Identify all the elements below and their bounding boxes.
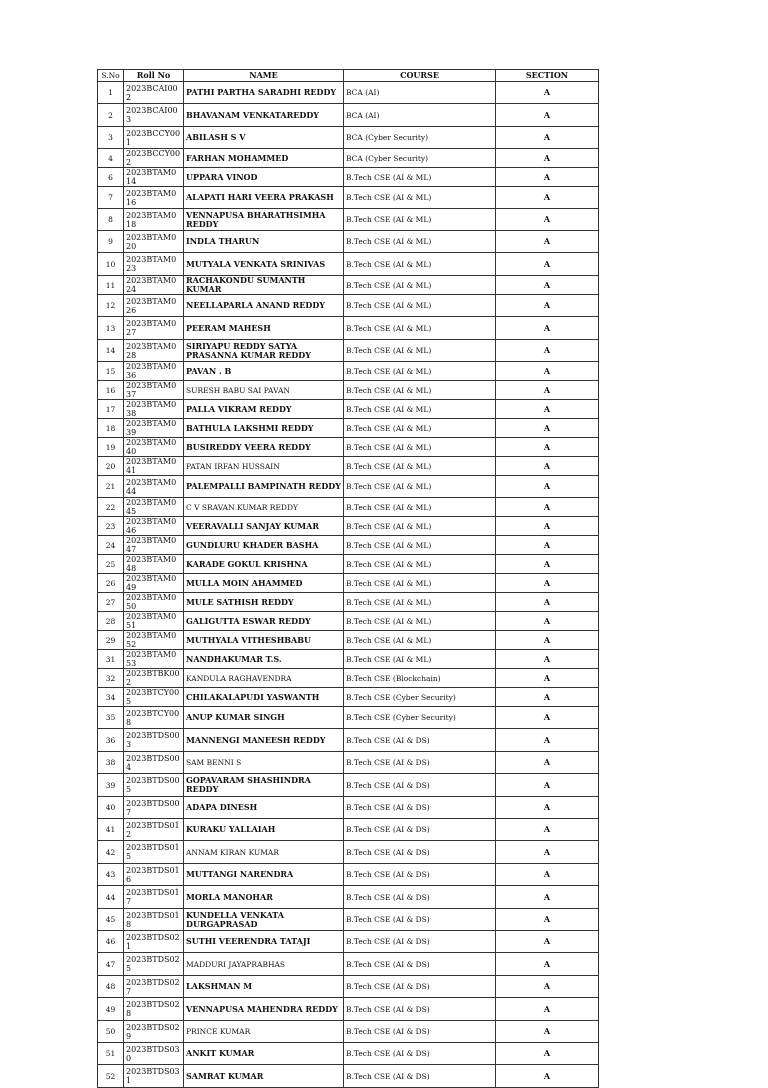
table-row <box>98 631 599 650</box>
cell-course: B.Tech CSE (Blockchain) <box>344 669 496 688</box>
cell-roll-no: 2023BTDS003 <box>124 729 184 752</box>
cell-name: GOPAVARAM SHASHINDRA REDDY <box>184 774 344 797</box>
cell-section: A <box>496 419 599 438</box>
cell-roll-no: 2023BTAM051 <box>124 612 184 631</box>
cell-section: A <box>496 650 599 669</box>
cell-sno: 29 <box>98 631 124 650</box>
table-row <box>98 438 599 457</box>
cell-roll-no: 2023BTAM020 <box>124 231 184 253</box>
cell-section: A <box>496 127 599 149</box>
cell-course: B.Tech CSE (AI & ML) <box>344 574 496 593</box>
cell-name: MUTYALA VENKATA SRINIVAS <box>184 253 344 276</box>
table-row <box>98 476 599 498</box>
cell-name: MUTHYALA VITHESHBABU <box>184 631 344 650</box>
table-row <box>98 187 599 209</box>
cell-sno: 17 <box>98 400 124 419</box>
cell-roll-no: 2023BTDS012 <box>124 819 184 841</box>
table-row <box>98 612 599 631</box>
table-row <box>98 381 599 400</box>
cell-name: KANDULA RAGHAVENDRA <box>184 669 344 688</box>
cell-sno: 27 <box>98 593 124 612</box>
cell-section: A <box>496 688 599 707</box>
cell-section: A <box>496 953 599 976</box>
cell-section: A <box>496 276 599 295</box>
cell-section: A <box>496 774 599 797</box>
cell-section: A <box>496 669 599 688</box>
cell-sno: 25 <box>98 555 124 574</box>
cell-section: A <box>496 729 599 752</box>
table-row <box>98 295 599 317</box>
cell-course: B.Tech CSE (AI & ML) <box>344 536 496 555</box>
cell-section: A <box>496 149 599 168</box>
cell-name: KARADE GOKUL KRISHNA <box>184 555 344 574</box>
cell-sno: 23 <box>98 517 124 536</box>
cell-roll-no: 2023BTDS031 <box>124 1065 184 1088</box>
cell-course: BCA (AI) <box>344 82 496 104</box>
cell-section: A <box>496 707 599 729</box>
cell-sno: 35 <box>98 707 124 729</box>
cell-sno: 47 <box>98 953 124 976</box>
cell-sno: 46 <box>98 931 124 953</box>
cell-sno: 4 <box>98 149 124 168</box>
table-row <box>98 317 599 340</box>
cell-name: PAVAN . B <box>184 362 344 381</box>
cell-roll-no: 2023BTDS030 <box>124 1043 184 1065</box>
cell-course: B.Tech CSE (AI & ML) <box>344 419 496 438</box>
table-row <box>98 127 599 149</box>
cell-course: B.Tech CSE (AI & ML) <box>344 340 496 362</box>
cell-section: A <box>496 438 599 457</box>
table-row <box>98 253 599 276</box>
cell-section: A <box>496 457 599 476</box>
table-row <box>98 886 599 909</box>
table-row <box>98 1065 599 1088</box>
cell-sno: 2 <box>98 104 124 127</box>
cell-sno: 36 <box>98 729 124 752</box>
cell-course: B.Tech CSE (AI & ML) <box>344 438 496 457</box>
student-list-sheet <box>97 69 598 1088</box>
cell-course: B.Tech CSE (AI & DS) <box>344 909 496 931</box>
cell-name: PATHI PARTHA SARADHI REDDY <box>184 82 344 104</box>
table-body <box>98 82 599 1088</box>
table-row <box>98 276 599 295</box>
header-row <box>98 70 599 82</box>
cell-section: A <box>496 909 599 931</box>
cell-name: GALIGUTTA ESWAR REDDY <box>184 612 344 631</box>
cell-course: B.Tech CSE (AI & ML) <box>344 612 496 631</box>
cell-roll-no: 2023BTAM026 <box>124 295 184 317</box>
cell-name: ANUP KUMAR SINGH <box>184 707 344 729</box>
cell-name: PRINCE KUMAR <box>184 1021 344 1043</box>
cell-name: BHAVANAM VENKATAREDDY <box>184 104 344 127</box>
cell-section: A <box>496 231 599 253</box>
cell-roll-no: 2023BTAM049 <box>124 574 184 593</box>
cell-course: B.Tech CSE (AI & ML) <box>344 253 496 276</box>
table-row <box>98 555 599 574</box>
cell-section: A <box>496 362 599 381</box>
table-row <box>98 909 599 931</box>
table-row <box>98 650 599 669</box>
cell-roll-no: 2023BTDS028 <box>124 998 184 1021</box>
table-row <box>98 340 599 362</box>
cell-sno: 11 <box>98 276 124 295</box>
table-row <box>98 797 599 819</box>
student-table <box>97 69 599 1088</box>
cell-name: SUTHI VEERENDRA TATAJI <box>184 931 344 953</box>
cell-name: NEELLAPARLA ANAND REDDY <box>184 295 344 317</box>
cell-roll-no: 2023BTAM018 <box>124 209 184 231</box>
cell-name: ABILASH S V <box>184 127 344 149</box>
cell-sno: 22 <box>98 498 124 517</box>
cell-course: B.Tech CSE (AI & DS) <box>344 864 496 886</box>
cell-course: B.Tech CSE (AI & DS) <box>344 931 496 953</box>
cell-course: B.Tech CSE (AI & ML) <box>344 231 496 253</box>
cell-roll-no: 2023BTDS015 <box>124 841 184 864</box>
cell-name: KURAKU YALLAIAH <box>184 819 344 841</box>
cell-section: A <box>496 317 599 340</box>
table-row <box>98 400 599 419</box>
table-row <box>98 517 599 536</box>
cell-section: A <box>496 593 599 612</box>
cell-section: A <box>496 536 599 555</box>
header-section: SECTION <box>496 70 599 82</box>
cell-course: BCA (Cyber Security) <box>344 127 496 149</box>
cell-sno: 21 <box>98 476 124 498</box>
cell-roll-no: 2023BTAM027 <box>124 317 184 340</box>
cell-section: A <box>496 998 599 1021</box>
cell-name: PALLA VIKRAM REDDY <box>184 400 344 419</box>
cell-name: MULE SATHISH REDDY <box>184 593 344 612</box>
cell-sno: 28 <box>98 612 124 631</box>
cell-roll-no: 2023BTAM052 <box>124 631 184 650</box>
cell-sno: 38 <box>98 752 124 774</box>
cell-course: B.Tech CSE (AI & DS) <box>344 797 496 819</box>
cell-section: A <box>496 555 599 574</box>
table-row <box>98 574 599 593</box>
cell-sno: 45 <box>98 909 124 931</box>
cell-section: A <box>496 168 599 187</box>
cell-course: B.Tech CSE (AI & ML) <box>344 650 496 669</box>
cell-roll-no: 2023BTDS029 <box>124 1021 184 1043</box>
header-sno: S.No <box>98 70 124 82</box>
cell-roll-no: 2023BCAI003 <box>124 104 184 127</box>
cell-roll-no: 2023BTDS021 <box>124 931 184 953</box>
cell-course: B.Tech CSE (AI & ML) <box>344 457 496 476</box>
cell-sno: 8 <box>98 209 124 231</box>
cell-sno: 16 <box>98 381 124 400</box>
cell-name: BATHULA LAKSHMI REDDY <box>184 419 344 438</box>
cell-name: ALAPATI HARI VEERA PRAKASH <box>184 187 344 209</box>
table-row <box>98 953 599 976</box>
cell-section: A <box>496 631 599 650</box>
cell-section: A <box>496 517 599 536</box>
cell-section: A <box>496 187 599 209</box>
cell-sno: 6 <box>98 168 124 187</box>
cell-sno: 40 <box>98 797 124 819</box>
cell-roll-no: 2023BTDS007 <box>124 797 184 819</box>
cell-name: SURESH BABU SAI PAVAN <box>184 381 344 400</box>
cell-course: BCA (Cyber Security) <box>344 149 496 168</box>
cell-name: BUSIREDDY VEERA REDDY <box>184 438 344 457</box>
table-row <box>98 864 599 886</box>
table-row <box>98 841 599 864</box>
cell-sno: 43 <box>98 864 124 886</box>
cell-roll-no: 2023BTAM036 <box>124 362 184 381</box>
table-row <box>98 149 599 168</box>
cell-course: B.Tech CSE (AI & DS) <box>344 1021 496 1043</box>
cell-roll-no: 2023BTAM039 <box>124 419 184 438</box>
cell-roll-no: 2023BTDS004 <box>124 752 184 774</box>
cell-name: C V SRAVAN KUMAR REDDY <box>184 498 344 517</box>
table-row <box>98 1043 599 1065</box>
cell-name: SIRIYAPU REDDY SATYA PRASANNA KUMAR REDDY <box>184 340 344 362</box>
cell-roll-no: 2023BTAM050 <box>124 593 184 612</box>
cell-sno: 7 <box>98 187 124 209</box>
cell-name: INDLA THARUN <box>184 231 344 253</box>
cell-sno: 41 <box>98 819 124 841</box>
cell-name: ADAPA DINESH <box>184 797 344 819</box>
cell-name: PALEMPALLI BAMPINATH REDDY <box>184 476 344 498</box>
cell-roll-no: 2023BTAM028 <box>124 340 184 362</box>
cell-roll-no: 2023BTCY005 <box>124 688 184 707</box>
cell-name: ANNAM KIRAN KUMAR <box>184 841 344 864</box>
cell-name: MADDURI JAYAPRABHAS <box>184 953 344 976</box>
cell-sno: 26 <box>98 574 124 593</box>
cell-sno: 15 <box>98 362 124 381</box>
cell-section: A <box>496 797 599 819</box>
cell-course: B.Tech CSE (Cyber Security) <box>344 688 496 707</box>
cell-section: A <box>496 752 599 774</box>
cell-sno: 50 <box>98 1021 124 1043</box>
cell-roll-no: 2023BTAM046 <box>124 517 184 536</box>
cell-sno: 19 <box>98 438 124 457</box>
table-row <box>98 669 599 688</box>
table-row <box>98 729 599 752</box>
cell-sno: 12 <box>98 295 124 317</box>
cell-section: A <box>496 104 599 127</box>
cell-section: A <box>496 381 599 400</box>
cell-name: SAMRAT KUMAR <box>184 1065 344 1088</box>
cell-course: B.Tech CSE (AI & ML) <box>344 209 496 231</box>
header-roll-no: Roll No <box>124 70 184 82</box>
cell-sno: 14 <box>98 340 124 362</box>
table-row <box>98 976 599 998</box>
cell-sno: 24 <box>98 536 124 555</box>
table-row <box>98 209 599 231</box>
cell-roll-no: 2023BTDS016 <box>124 864 184 886</box>
table-row <box>98 419 599 438</box>
cell-roll-no: 2023BTAM014 <box>124 168 184 187</box>
cell-roll-no: 2023BTAM041 <box>124 457 184 476</box>
cell-course: B.Tech CSE (AI & ML) <box>344 476 496 498</box>
cell-section: A <box>496 864 599 886</box>
cell-sno: 20 <box>98 457 124 476</box>
cell-section: A <box>496 931 599 953</box>
cell-roll-no: 2023BCAI002 <box>124 82 184 104</box>
cell-name: VEERAVALLI SANJAY KUMAR <box>184 517 344 536</box>
table-row <box>98 593 599 612</box>
cell-roll-no: 2023BCCY001 <box>124 127 184 149</box>
table-row <box>98 231 599 253</box>
cell-section: A <box>496 340 599 362</box>
cell-course: B.Tech CSE (AI & ML) <box>344 381 496 400</box>
cell-section: A <box>496 82 599 104</box>
table-row <box>98 168 599 187</box>
cell-roll-no: 2023BTCY008 <box>124 707 184 729</box>
cell-name: MULLA MOIN AHAMMED <box>184 574 344 593</box>
cell-course: B.Tech CSE (AI & DS) <box>344 1065 496 1088</box>
cell-section: A <box>496 886 599 909</box>
cell-roll-no: 2023BTAM023 <box>124 253 184 276</box>
cell-section: A <box>496 1043 599 1065</box>
table-row <box>98 82 599 104</box>
cell-course: BCA (AI) <box>344 104 496 127</box>
cell-name: VENNAPUSA BHARATHSIMHA REDDY <box>184 209 344 231</box>
cell-sno: 13 <box>98 317 124 340</box>
cell-roll-no: 2023BTDS025 <box>124 953 184 976</box>
table-row <box>98 774 599 797</box>
cell-course: B.Tech CSE (AI & ML) <box>344 362 496 381</box>
cell-course: B.Tech CSE (AI & ML) <box>344 631 496 650</box>
table-row <box>98 104 599 127</box>
cell-course: B.Tech CSE (AI & DS) <box>344 752 496 774</box>
cell-course: B.Tech CSE (AI & DS) <box>344 841 496 864</box>
cell-roll-no: 2023BTAM037 <box>124 381 184 400</box>
table-row <box>98 819 599 841</box>
cell-course: B.Tech CSE (AI & ML) <box>344 168 496 187</box>
cell-course: B.Tech CSE (AI & ML) <box>344 295 496 317</box>
cell-name: VENNAPUSA MAHENDRA REDDY <box>184 998 344 1021</box>
cell-name: UPPARA VINOD <box>184 168 344 187</box>
cell-course: B.Tech CSE (AI & DS) <box>344 819 496 841</box>
table-row <box>98 457 599 476</box>
cell-name: FARHAN MOHAMMED <box>184 149 344 168</box>
cell-sno: 49 <box>98 998 124 1021</box>
cell-course: B.Tech CSE (AI & ML) <box>344 187 496 209</box>
cell-name: KUNDELLA VENKATA DURGAPRASAD <box>184 909 344 931</box>
cell-roll-no: 2023BTAM048 <box>124 555 184 574</box>
cell-course: B.Tech CSE (AI & DS) <box>344 953 496 976</box>
cell-name: MORLA MANOHAR <box>184 886 344 909</box>
cell-sno: 3 <box>98 127 124 149</box>
cell-name: PEERAM MAHESH <box>184 317 344 340</box>
cell-section: A <box>496 1065 599 1088</box>
cell-course: B.Tech CSE (AI & DS) <box>344 1043 496 1065</box>
cell-name: ANKIT KUMAR <box>184 1043 344 1065</box>
cell-name: MUTTANGI NARENDRA <box>184 864 344 886</box>
cell-roll-no: 2023BTAM044 <box>124 476 184 498</box>
cell-roll-no: 2023BTAM047 <box>124 536 184 555</box>
cell-roll-no: 2023BTDS018 <box>124 909 184 931</box>
cell-name: SAM BENNI S <box>184 752 344 774</box>
cell-course: B.Tech CSE (AI & DS) <box>344 886 496 909</box>
cell-roll-no: 2023BTAM045 <box>124 498 184 517</box>
table-row <box>98 688 599 707</box>
cell-name: GUNDLURU KHADER BASHA <box>184 536 344 555</box>
cell-roll-no: 2023BTAM038 <box>124 400 184 419</box>
cell-roll-no: 2023BTAM040 <box>124 438 184 457</box>
cell-sno: 32 <box>98 669 124 688</box>
cell-section: A <box>496 295 599 317</box>
cell-sno: 34 <box>98 688 124 707</box>
cell-section: A <box>496 253 599 276</box>
table-row <box>98 707 599 729</box>
header-name: NAME <box>184 70 344 82</box>
cell-course: B.Tech CSE (AI & ML) <box>344 517 496 536</box>
cell-course: B.Tech CSE (AI & ML) <box>344 400 496 419</box>
cell-course: B.Tech CSE (AI & DS) <box>344 729 496 752</box>
header-course: COURSE <box>344 70 496 82</box>
cell-roll-no: 2023BTAM016 <box>124 187 184 209</box>
cell-section: A <box>496 976 599 998</box>
cell-name: PATAN IRFAN HUSSAIN <box>184 457 344 476</box>
cell-section: A <box>496 498 599 517</box>
cell-roll-no: 2023BTAM024 <box>124 276 184 295</box>
cell-sno: 52 <box>98 1065 124 1088</box>
cell-roll-no: 2023BTDS017 <box>124 886 184 909</box>
table-row <box>98 498 599 517</box>
cell-name: MANNENGI MANEESH REDDY <box>184 729 344 752</box>
cell-roll-no: 2023BTAM053 <box>124 650 184 669</box>
cell-sno: 44 <box>98 886 124 909</box>
cell-section: A <box>496 400 599 419</box>
cell-name: CHILAKALAPUDI YASWANTH <box>184 688 344 707</box>
cell-roll-no: 2023BTDS005 <box>124 774 184 797</box>
cell-course: B.Tech CSE (Cyber Security) <box>344 707 496 729</box>
cell-roll-no: 2023BTBK002 <box>124 669 184 688</box>
cell-sno: 48 <box>98 976 124 998</box>
cell-sno: 39 <box>98 774 124 797</box>
cell-section: A <box>496 574 599 593</box>
cell-roll-no: 2023BCCY002 <box>124 149 184 168</box>
cell-sno: 10 <box>98 253 124 276</box>
cell-roll-no: 2023BTDS027 <box>124 976 184 998</box>
cell-sno: 18 <box>98 419 124 438</box>
cell-name: LAKSHMAN M <box>184 976 344 998</box>
cell-sno: 51 <box>98 1043 124 1065</box>
table-row <box>98 931 599 953</box>
table-row <box>98 536 599 555</box>
table-row <box>98 362 599 381</box>
cell-sno: 9 <box>98 231 124 253</box>
cell-section: A <box>496 841 599 864</box>
cell-sno: 1 <box>98 82 124 104</box>
cell-section: A <box>496 209 599 231</box>
cell-course: B.Tech CSE (AI & DS) <box>344 998 496 1021</box>
cell-course: B.Tech CSE (AI & DS) <box>344 774 496 797</box>
cell-course: B.Tech CSE (AI & DS) <box>344 976 496 998</box>
cell-section: A <box>496 476 599 498</box>
cell-name: NANDHAKUMAR T.S. <box>184 650 344 669</box>
cell-course: B.Tech CSE (AI & ML) <box>344 317 496 340</box>
cell-section: A <box>496 612 599 631</box>
cell-course: B.Tech CSE (AI & ML) <box>344 498 496 517</box>
cell-course: B.Tech CSE (AI & ML) <box>344 276 496 295</box>
table-row <box>98 998 599 1021</box>
cell-sno: 42 <box>98 841 124 864</box>
cell-sno: 31 <box>98 650 124 669</box>
cell-name: RACHAKONDU SUMANTH KUMAR <box>184 276 344 295</box>
cell-section: A <box>496 1021 599 1043</box>
cell-course: B.Tech CSE (AI & ML) <box>344 593 496 612</box>
cell-section: A <box>496 819 599 841</box>
cell-course: B.Tech CSE (AI & ML) <box>344 555 496 574</box>
table-row <box>98 752 599 774</box>
